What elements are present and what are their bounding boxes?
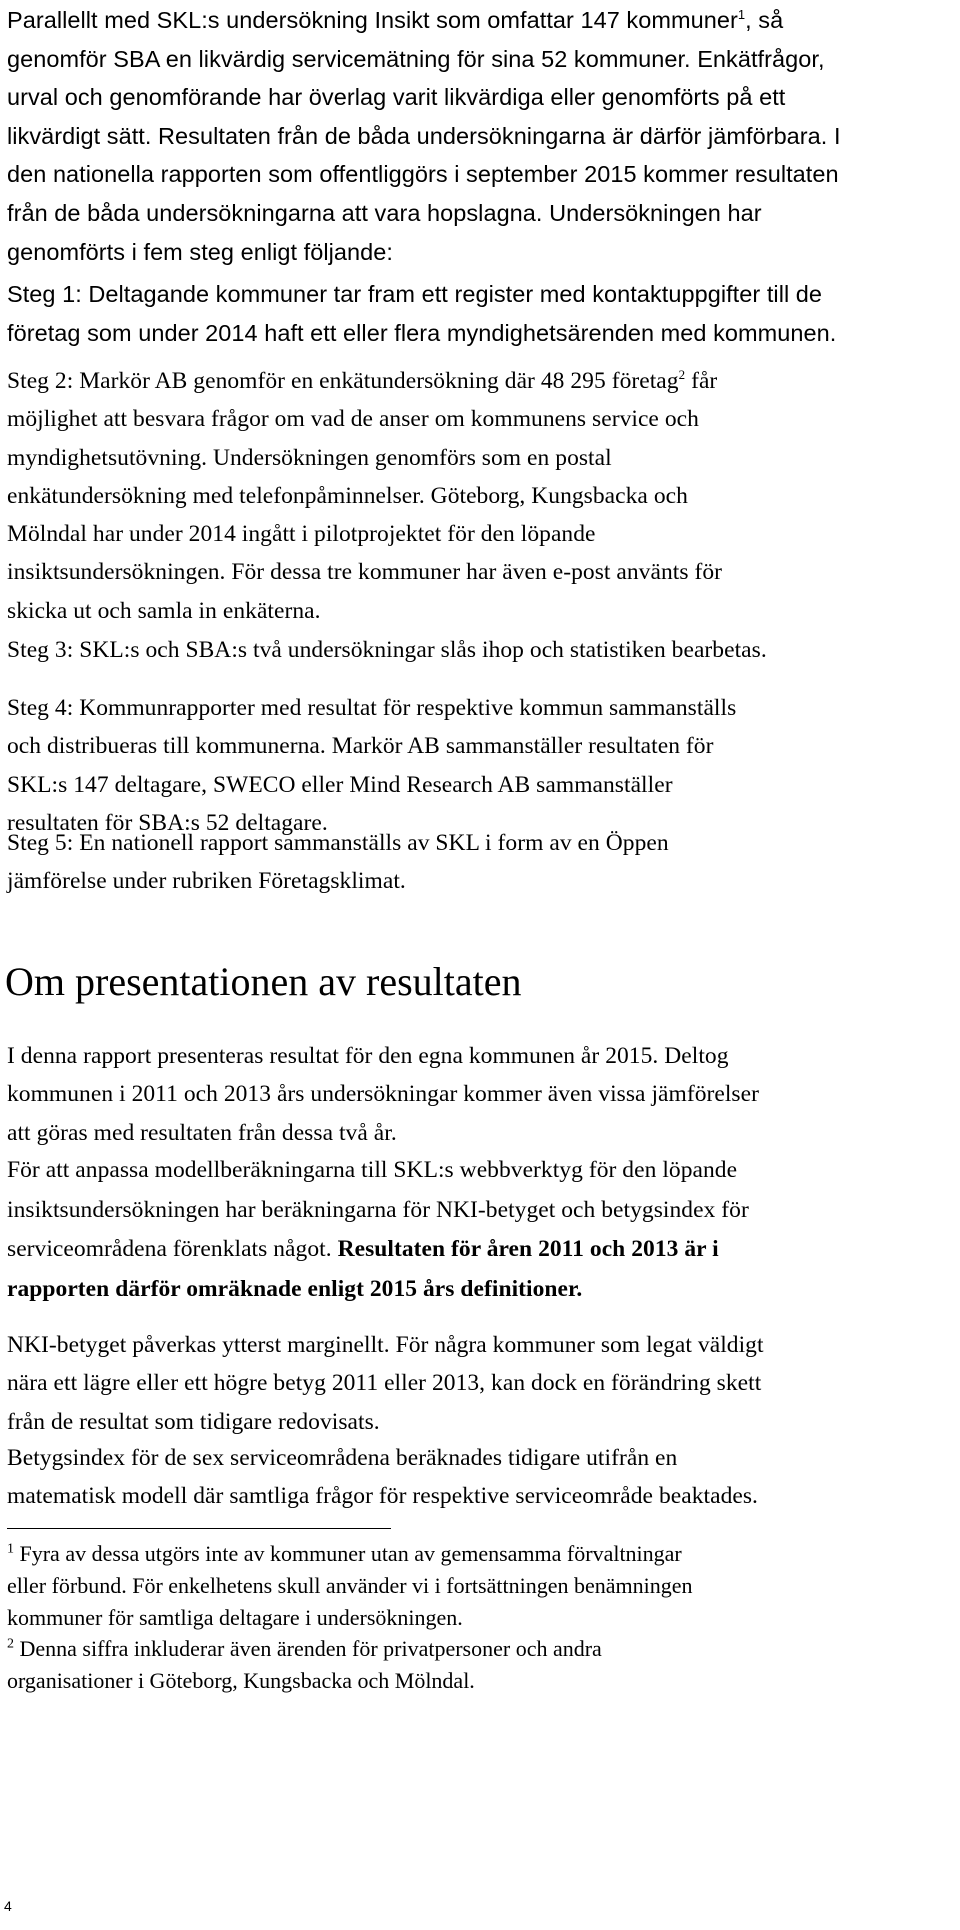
results-p1-line-3: att göras med resultaten från dessa två år.	[7, 1119, 397, 1146]
results-p2-line-3: serviceområdena förenklats något. Resultaten för åren 2011 och 2013 är i	[7, 1236, 719, 1262]
footnote-separator	[7, 1528, 391, 1529]
results-p2-line-4: rapporten därför omräknade enligt 2015 års definitioner.	[7, 1275, 583, 1302]
footnote-1	[7, 1538, 692, 1634]
intro-line-4: likvärdigt sätt. Resultaten från de båda undersökningarna är därför jämförbara. I	[7, 122, 841, 149]
results-paragraph-3	[7, 1326, 952, 1441]
step-1-paragraph	[7, 275, 952, 352]
results-paragraph-1	[7, 1037, 952, 1152]
footnote-2-line-1: $^2$ Denna siffra inkluderar även ärenden för privatpersoner och andra	[7, 1636, 602, 1661]
footnote-ref-1: 1	[737, 7, 746, 23]
results-paragraph-4	[7, 1439, 952, 1516]
step-5-paragraph	[7, 824, 952, 901]
results-p2-line-1: För att anpassa modellberäkningarna till SKL:s webbverktyg för den löpande	[7, 1157, 738, 1183]
results-p1-line-1: I denna rapport presenteras resultat för den egna kommunen år 2015. Deltog	[7, 1043, 729, 1069]
step-4-paragraph	[7, 689, 952, 842]
step-4-line-3: SKL:s 147 deltagare, SWECO eller Mind Research AB sammanställer	[7, 771, 673, 798]
results-p1-line-2: kommunen i 2011 och 2013 års undersökningar kommer även vissa jämförelser	[7, 1081, 759, 1108]
step-2-line-3: myndighetsutövning. Undersökningen genomförs som en postal	[7, 444, 612, 471]
step-4-line-2: och distribueras till kommunerna. Markör AB sammanställer resultaten för	[7, 733, 714, 760]
step-2-line-7: skicka ut och samla in enkäterna.	[7, 597, 321, 624]
intro-line-1: Parallellt med SKL:s undersökning Insikt som omfattar 147 kommuner$^1$, så	[7, 7, 784, 33]
step-5-line-2: jämförelse under rubriken Företagsklimat.	[7, 868, 406, 895]
results-p2-line-2: insiktsundersökningen har beräkningarna för NKI-betyget och betygsindex för	[7, 1196, 749, 1223]
page-number: 4	[4, 1898, 12, 1914]
step-3-paragraph	[7, 631, 952, 669]
results-p3-line-1: NKI-betyget påverkas ytterst marginellt. För några kommuner som legat väldigt	[7, 1332, 764, 1358]
step-4-line-1: Steg 4: Kommunrapporter med resultat för respektive kommun sammanställs	[7, 695, 737, 721]
step-5-line-1: Steg 5: En nationell rapport sammanställs av SKL i form av en Öppen	[7, 830, 669, 856]
footnote-ref-2: 2	[678, 367, 686, 383]
step-1-line-2: företag som under 2014 haft ett eller flera myndighetsärenden med kommunen.	[7, 319, 837, 346]
step-2-line-6: insiktsundersökningen. För dessa tre kommuner har även e-post använts för	[7, 559, 723, 586]
footnote-2-line-2: organisationer i Göteborg, Kungsbacka och Mölndal.	[7, 1668, 475, 1693]
step-1-line-1: Steg 1: Deltagande kommuner tar fram ett register med kontaktuppgifter till de	[7, 281, 823, 307]
footnote-1-line-2: eller förbund. För enkelhetens skull använder vi i fortsättningen benämningen	[7, 1573, 693, 1598]
results-p4-line-2: matematisk modell där samtliga frågor för respektive serviceområde beaktades.	[7, 1483, 758, 1510]
footnote-2-mark: 2	[7, 1636, 14, 1652]
section-heading: Om presentationen av resultaten	[5, 959, 522, 1004]
intro-line-5: den nationella rapporten som offentliggörs i september 2015 kommer resultaten	[7, 161, 839, 188]
bold-statement: Resultaten för åren 2011 och 2013 är i	[337, 1236, 719, 1262]
step-2-paragraph	[7, 362, 952, 630]
step-4-line-4: resultaten för SBA:s 52 deltagare.	[7, 809, 328, 836]
footnote-2	[7, 1633, 602, 1697]
intro-line-7: genomförts i fem steg enligt följande:	[7, 238, 393, 265]
footnote-1-line-1: $^1$ Fyra av dessa utgörs inte av kommuner utan av gemensamma förvaltningar	[7, 1541, 682, 1566]
results-p4-line-1: Betygsindex för de sex serviceområdena beräknades tidigare utifrån en	[7, 1445, 678, 1471]
intro-line-2: genomför SBA en likvärdig servicemätning för sina 52 kommuner. Enkätfrågor,	[7, 45, 825, 72]
footnote-1-line-3: kommuner för samtliga deltagare i undersökningen.	[7, 1605, 463, 1630]
intro-paragraph	[7, 1, 952, 271]
step-2-line-2: möjlighet att besvara frågor om vad de anser om kommunens service och	[7, 406, 699, 433]
step-2-line-5: Mölndal har under 2014 ingått i pilotprojektet för den löpande	[7, 521, 596, 548]
step-2-line-1: Steg 2: Markör AB genomför en enkätundersökning där 48 295 företag$^2$ får	[7, 367, 718, 394]
results-p3-line-3: från de resultat som tidigare redovisats.	[7, 1408, 380, 1435]
intro-line-3: urval och genomförande har överlag varit likvärdiga eller genomförts på ett	[7, 84, 786, 111]
step-3-line-1: Steg 3: SKL:s och SBA:s två undersökningar slås ihop och statistiken bearbetas.	[7, 637, 767, 663]
footnote-1-mark: 1	[7, 1541, 14, 1557]
step-2-line-4: enkätundersökning med telefonpåminnelser. Göteborg, Kungsbacka och	[7, 482, 688, 509]
results-paragraph-2	[7, 1151, 952, 1309]
results-p3-line-2: nära ett lägre eller ett högre betyg 2011 eller 2013, kan dock en förändring skett	[7, 1370, 762, 1397]
intro-line-6: från de båda undersökningarna att vara hopslagna. Undersökningen har	[7, 199, 762, 226]
